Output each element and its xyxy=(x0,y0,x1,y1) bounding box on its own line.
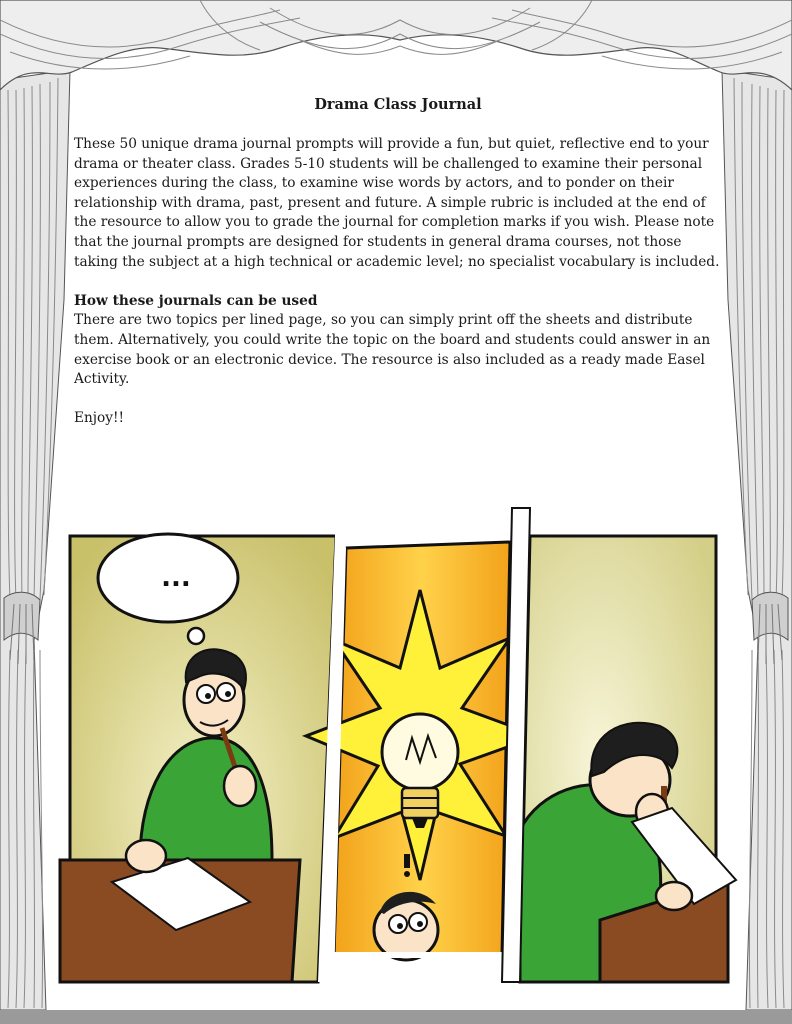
intro-paragraph: These 50 unique drama journal prompts will provide a fun, but quiet, reflective end to your drama or theater class. Grades 5-10 students will be challenged to examine their personal experiences during the class, to examine wise words by actors, and to ponder on their relationship with drama, past, present and future. A simple rubric is included at the end of the resource to allow you to grade the journal for completion marks if you wish. Please note that the journal prompts are designed for students in general drama courses, not those taking the subject at a high technical or academic level; no specialist vocabulary is included. xyxy=(74,136,720,270)
page-bottom-edge xyxy=(0,1010,792,1024)
thought-bubble-text: ... xyxy=(161,563,191,593)
closing-text: Enjoy!! xyxy=(74,410,125,427)
page-title: Drama Class Journal xyxy=(314,96,482,113)
comic-panel-thinking xyxy=(60,534,336,982)
lightbulb-icon xyxy=(382,714,458,790)
comic-panel-writing xyxy=(520,536,736,982)
usage-paragraph: There are two topics per lined page, so you can simply print off the sheets and distribute them. Alternatively, you could write the topic on the board and students could answer in an exercise book or an electronic device. The resource is also included as a ready made Easel Activity. xyxy=(74,312,711,388)
usage-heading: How these journals can be used xyxy=(74,292,318,309)
